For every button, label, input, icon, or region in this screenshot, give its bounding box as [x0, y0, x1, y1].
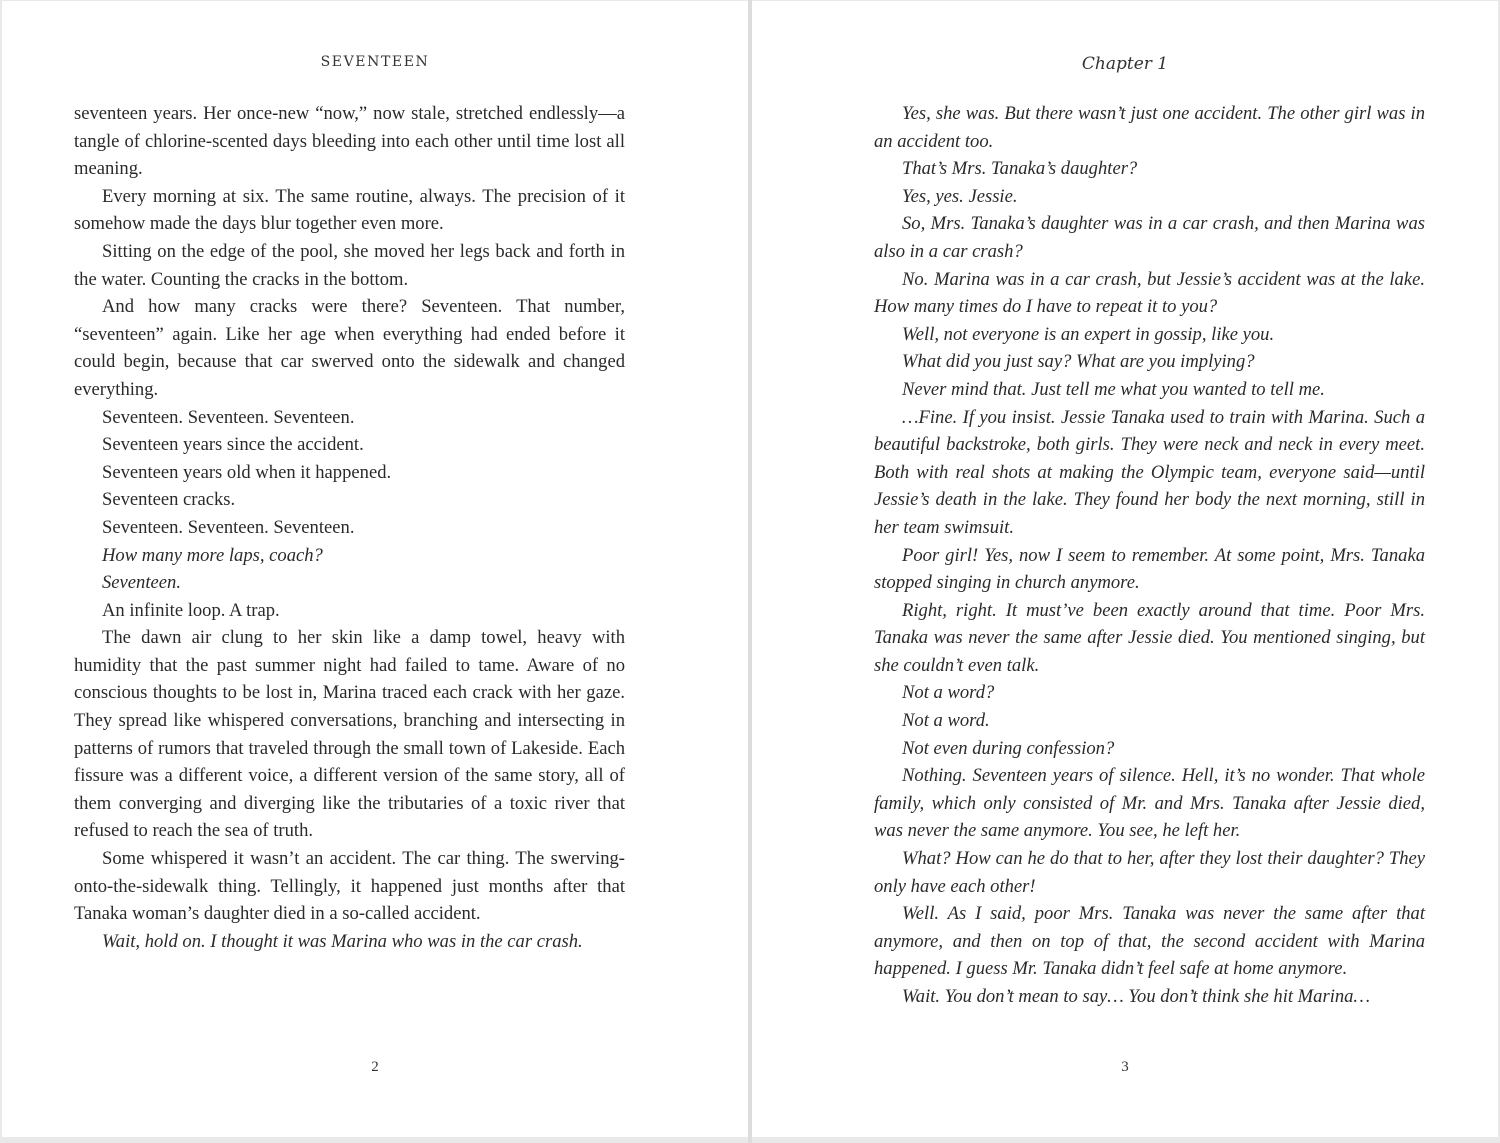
paragraph: An infinite loop. A trap. — [102, 599, 280, 621]
paragraph-italic: How many more laps, coach? — [102, 544, 323, 566]
running-head-book-title: SEVENTEEN — [320, 54, 430, 70]
paragraph-italic: Nothing. Seventeen years of silence. Hell, it’s no wonder. That whole family, which only consisted of Mr. and Mrs. Tanaka after Jessie died, was never the same anymore. You see, he left her. — [874, 765, 1425, 842]
paragraph: Every morning at six. The same routine, always. The precision of it somehow made the days blur together even more. — [74, 185, 625, 235]
paragraph-italic: Seventeen. — [102, 572, 181, 594]
paragraph-italic: So, Mrs. Tanaka’s daughter was in a car crash, and then Marina was also in a car crash? — [874, 213, 1425, 262]
paragraph-italic: Well. As I said, poor Mrs. Tanaka was never the same after that anymore, and then on top of that, the second accident with Marina happened. I guess Mr. Tanaka didn’t feel safe at home anymore. — [874, 903, 1425, 980]
page-number: 3 — [1121, 1059, 1129, 1075]
paragraph-italic: …Fine. If you insist. Jessie Tanaka used to train with Marina. Such a beautiful backstroke, both girls. They were neck and neck in every meet. Both with real shots at making the Olympic team, everyone said—until Jessie’s death in the lake. They found her body the next morning, still in her team swimsuit. — [874, 406, 1425, 538]
paragraph: The dawn air clung to her skin like a damp towel, heavy with humidity that the past summer night had failed to tame. Aware of no conscious thoughts to be lost in, Marina traced each crack with her gaze. They spread like whispered conversations, branching and intersecting in patterns of rumors that traveled through the small town of Lakeside. Each fissure was a different voice, a different version of the same story, all of them converging and diverging like the tributaries of a toxic river that refused to reach the sea of truth. — [74, 627, 625, 842]
paragraph: Seventeen years since the accident. — [102, 434, 364, 456]
paragraph: Seventeen. Seventeen. Seventeen. — [102, 406, 355, 428]
right-page — [752, 1, 1498, 1137]
paragraph-italic: Yes, yes. Jessie. — [902, 185, 1018, 207]
paragraph-italic: Well, not everyone is an expert in gossip, like you. — [902, 323, 1275, 345]
paragraph-italic: That’s Mrs. Tanaka’s daughter? — [902, 158, 1138, 180]
paragraph: Seventeen years old when it happened. — [102, 461, 392, 483]
paragraph: And how many cracks were there? Seventeen. That number, “seventeen” again. Like her age when everything had ended before it could begin, because that car swerved onto the sidewalk and changed everything. — [74, 296, 625, 400]
running-head-chapter: Chapter 1 — [1081, 54, 1169, 74]
paragraph-italic: Yes, she was. But there wasn’t just one accident. The other girl was in an accident too. — [874, 103, 1425, 152]
paragraph-italic: Not a word. — [902, 710, 990, 732]
paragraph-italic: What? How can he do that to her, after they lost their daughter? They only have each other! — [874, 848, 1425, 897]
paragraph: seventeen years. Her once-new “now,” now stale, stretched endlessly—a tangle of chlorine-scented days bleeding into each other until time lost all meaning. — [74, 103, 625, 180]
paragraph-italic: Right, right. It must’ve been exactly around that time. Poor Mrs. Tanaka was never the same after Jessie died. You mentioned singing, but she couldn’t even talk. — [874, 599, 1425, 676]
paragraph-italic: Not even during confession? — [902, 737, 1115, 759]
paragraph: Sitting on the edge of the pool, she moved her legs back and forth in the water. Counting the cracks in the bottom. — [74, 240, 625, 290]
paragraph-italic: What did you just say? What are you implying? — [902, 351, 1255, 373]
paragraph: Seventeen. Seventeen. Seventeen. — [102, 516, 355, 538]
page-number: 2 — [371, 1059, 379, 1075]
paragraph-italic: Poor girl! Yes, now I seem to remember. At some point, Mrs. Tanaka stopped singing in church anymore. — [874, 544, 1425, 594]
paragraph: Some whispered it wasn’t an accident. The car thing. The swerving-onto-the-sidewalk thing. Tellingly, it happened just months after that Tanaka woman’s daughter died in a so-called accident. — [74, 848, 625, 925]
left-page — [2, 1, 748, 1137]
right-page-body — [874, 100, 1425, 1011]
paragraph: Seventeen cracks. — [102, 489, 236, 511]
left-page-body — [74, 100, 625, 955]
paragraph-italic: Not a word? — [902, 682, 995, 704]
paragraph-italic: Wait, hold on. I thought it was Marina who was in the car crash. — [102, 930, 583, 952]
paragraph-italic: No. Marina was in a car crash, but Jessie’s accident was at the lake. How many times do I have to repeat it to you? — [874, 268, 1425, 318]
paragraph-italic: Never mind that. Just tell me what you wanted to tell me. — [902, 378, 1325, 400]
paragraph-italic: Wait. You don’t mean to say… You don’t think she hit Marina… — [902, 986, 1370, 1007]
